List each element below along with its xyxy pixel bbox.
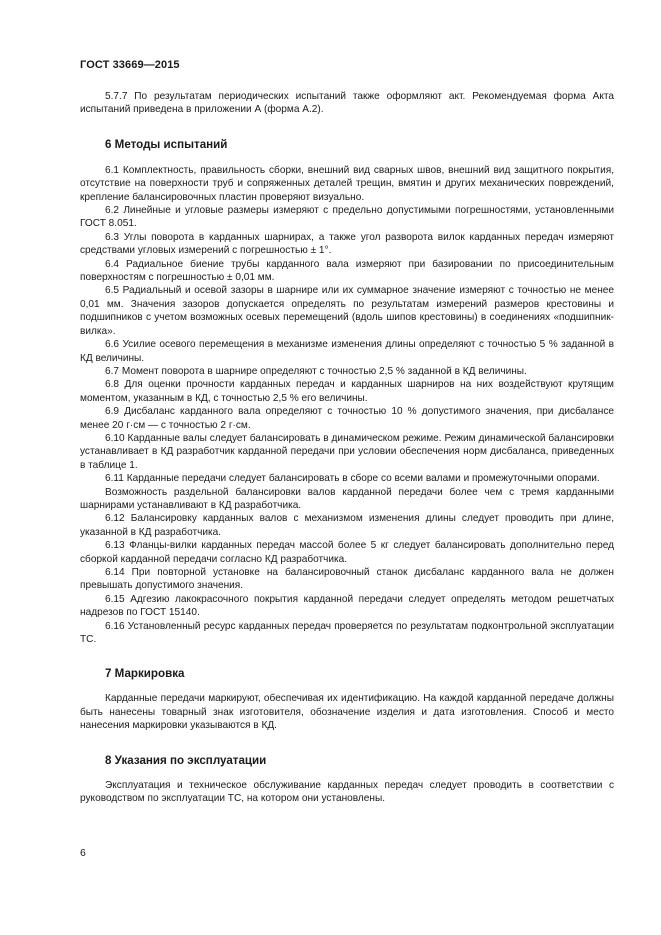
paragraph-6-11-note: Возможность раздельной балансировки валов карданной передачи более чем с тремя карданными шарнирами устанавливают в КД разработчика. (80, 486, 614, 511)
paragraph-6-7: 6.7 Момент поворота в шарнире определяют с точностью 2,5 % заданной в КД величины. (105, 365, 527, 377)
paragraph-6-14: 6.14 При повторной установке на балансировочный станок дисбаланс карданного вала не должен превышать допустимого значения. (80, 567, 614, 592)
section-7-title: 7 Маркировка (105, 667, 185, 681)
paragraph-6-13: 6.13 Фланцы-вилки карданных передач массой более 5 кг следует балансировать дополнительно перед сборкой карданной передачи согласно КД разработчика. (80, 540, 614, 565)
section-8-title: 8 Указания по эксплуатации (105, 753, 267, 767)
paragraph-5-7-7: 5.7.7 По результатам периодических испытаний также оформляют акт. Рекомендуемая форма Акта испытаний приведена в приложении А (форма А.2). (80, 91, 614, 116)
paragraph-8: Эксплуатация и техническое обслуживание карданных передач следует проводить в соответствии с руководством по эксплуатации ТС, на котором они установлены. (80, 779, 614, 805)
paragraph-6-6: 6.6 Усилие осевого перемещения в механизме изменения длины определяют с точностью 5 % заданной в КД величины. (80, 339, 614, 364)
paragraph-6-5: 6.5 Радиальный и осевой зазоры в шарнире или их суммарное значение измеряют с точностью не менее 0,01 мм. Значения зазоров допускается определять по результатам измерений размеров крестовины и подшипников с учетом возможных осевых перемещений (вдоль шипов крестовины) в соединениях «подшипник-вилка». (80, 285, 614, 337)
paragraph-6-8: 6.8 Для оценки прочности карданных передач и карданных шарниров на них воздействуют крутящим моментом, указанным в КД, с точностью 2,5 % его величины. (80, 379, 614, 404)
paragraph-6-3: 6.3 Углы поворота в карданных шарнирах, а также угол разворота вилок карданных передач измеряют средствами угловых измерений с погрешностью ± 1°. (80, 231, 614, 257)
section-6-body (80, 164, 614, 647)
paragraph-6-15: 6.15 Адгезию лакокрасочного покрытия карданной передачи следует определять методом решетчатых надрезов по ГОСТ 15140. (80, 593, 614, 619)
section-6-title: 6 Методы испытаний (105, 137, 228, 151)
page-number: 6 (80, 847, 86, 859)
document-code: ГОСТ 33669—2015 (80, 59, 180, 71)
paragraph-6-12: 6.12 Балансировку карданных валов с механизмом изменения длины следует проводить при длине, указанной в КД разработчика. (80, 513, 614, 538)
paragraph-6-1: 6.1 Комплектность, правильность сборки, внешний вид сварных швов, внешний вид защитного покрытия, отсутствие на поверхности труб и сопряженных деталей трещин, вмятин и других механических повреждений, крепление балансировочных пластин проверяют визуально. (80, 164, 614, 203)
paragraph-6-4: 6.4 Радиальное биение трубы карданного вала измеряют при базировании по присоединительным поверхностям с погрешностью ± 0,01 мм. (80, 258, 614, 284)
paragraph-6-10: 6.10 Карданные валы следует балансировать в динамическом режиме. Режим динамической балансировки устанавливает в КД разработчик карданной передачи при условии обеспечения норм дисбаланса, приведенных в таблице 1. (80, 432, 614, 471)
paragraph-6-9: 6.9 Дисбаланс карданного вала определяют с точностью 10 % допустимого значения, при дисбалансе менее 20 г·см — с точностью 2 г·см. (80, 406, 614, 431)
paragraph-6-11: 6.11 Карданные передачи следует балансировать в сборе со всеми валами и промежуточными опорами. (105, 473, 600, 485)
paragraph-6-16: 6.16 Установленный ресурс карданных передач проверяется по результатам подконтрольной эксплуатации ТС. (80, 620, 614, 646)
page-content (80, 90, 614, 805)
paragraph-6-2: 6.2 Линейные и угловые размеры измеряют с предельно допустимыми погрешностями, установленными ГОСТ 8.051. (80, 205, 614, 230)
paragraph-7: Карданные передачи маркируют, обеспечивая их идентификацию. На каждой карданной передаче должны быть нанесены товарный знак изготовителя, обозначение изделия и дата изготовления. Способ и место нанесения маркировки указываются в КД. (80, 693, 614, 732)
